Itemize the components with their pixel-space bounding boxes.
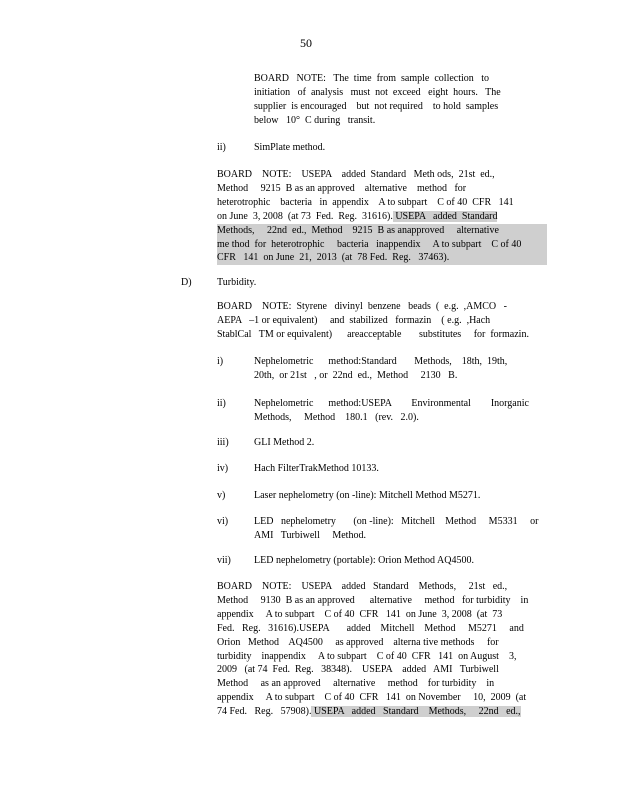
item-label: vii) — [217, 555, 231, 566]
note-line: Method 9215 B as an approved alternative method for — [217, 182, 467, 194]
note-line: Method as an approved alternative method for turbidity in — [217, 678, 495, 690]
note-line: BOARD NOTE: USEPA added Standard Meth ods, 21st ed., — [217, 169, 495, 180]
item-simplate-method: SimPlate method. — [254, 142, 326, 153]
section-title-turbidity: Turbidity. — [217, 277, 257, 288]
note-line: below 10° C during transit. — [254, 114, 376, 126]
highlighted-insertion: USEPA added Standard Methods, 22nd ed., — [311, 706, 521, 718]
note-text: on June 3, 2008 (at 73 Fed. Reg. 31616). — [217, 210, 393, 222]
board-note-heterotrophic — [217, 168, 547, 265]
item-label: iv) — [217, 463, 229, 474]
method-line: Nephelometric method:Standard Methods, 18th, 19th, — [254, 356, 508, 367]
note-line: initiation of analysis must not exceed eight hours. The — [254, 86, 501, 98]
highlighted-insertion: me thod for heterotrophic bacteria inappendix A to subpart C of 40 — [217, 238, 547, 252]
method-item — [254, 515, 539, 543]
item-label: iii) — [217, 437, 229, 448]
method-line: Methods, Method 180.1 (rev. 2.0). — [254, 411, 419, 423]
note-line — [217, 210, 547, 224]
board-note-sample-time — [254, 72, 519, 128]
item-label: v) — [217, 490, 226, 501]
item-label: i) — [217, 356, 224, 367]
method-line: LED nephelometry (on -line): Mitchell Method M5331 or — [254, 516, 539, 527]
highlighted-insertion: USEPA added Standard — [392, 210, 498, 222]
page-number: 50 — [300, 36, 312, 50]
note-text: 74 Fed. Reg. 57908). — [217, 706, 312, 718]
method-line: Nephelometric method:USEPA Environmental Inorganic — [254, 398, 529, 409]
item-label: ii) — [217, 398, 226, 409]
note-line: appendix A to subpart C of 40 CFR 141 on November 10, 2009 (at — [217, 692, 527, 704]
highlighted-insertion: CFR 141 on June 21, 2013 (at 78 Fed. Reg. 37463). — [217, 251, 547, 265]
note-line: AEPA –1 or equivalent) and stabilized formazin ( e.g. ,Hach — [217, 314, 491, 326]
method-item: Hach FilterTrakMethod 10133. — [254, 463, 379, 474]
note-line: BOARD NOTE: The time from sample collection to — [254, 73, 490, 84]
board-note-turbidity-methods — [217, 580, 542, 719]
note-line — [217, 705, 542, 719]
note-line: Method 9130 B as an approved alternative method for turbidity in — [217, 594, 529, 606]
method-line: AMI Turbiwell Method. — [254, 529, 366, 541]
note-line: turbidity inappendix A to subpart C of 40 CFR 141 on August 3, — [217, 650, 517, 662]
note-line: BOARD NOTE: Styrene divinyl benzene beads ( e.g. ,AMCO - — [217, 301, 507, 312]
highlighted-insertion: Methods, 22nd ed., Method 9215 B as anapproved alternative — [217, 224, 547, 238]
method-item: LED nephelometry (portable): Orion Method AQ4500. — [254, 555, 474, 566]
note-line: heterotrophic bacteria in appendix A to subpart C of 40 CFR 141 — [217, 196, 514, 208]
note-line: Fed. Reg. 31616).USEPA added Mitchell Method M5271 and — [217, 622, 524, 634]
note-line: appendix A to subpart C of 40 CFR 141 on June 3, 2008 (at 73 — [217, 608, 503, 620]
note-line: BOARD NOTE: USEPA added Standard Methods, 21st ed., — [217, 581, 508, 592]
board-note-standards — [217, 300, 537, 342]
method-item — [254, 355, 524, 383]
method-item — [254, 397, 529, 425]
item-label: vi) — [217, 516, 229, 527]
note-line: Orion Method AQ4500 as approved alterna tive methods for — [217, 636, 499, 648]
note-line: StablCal TM or equivalent) areacceptable substitutes for formazin. — [217, 328, 529, 340]
note-line: supplier is encouraged but not required to hold samples — [254, 100, 499, 112]
method-line: 20th, or 21st , or 22nd ed., Method 2130 B. — [254, 369, 458, 381]
item-label: ii) — [217, 142, 226, 153]
method-item: Laser nephelometry (on -line): Mitchell Method M5271. — [254, 490, 481, 501]
note-line: 2009 (at 74 Fed. Reg. 38348). USEPA added AMI Turbiwell — [217, 664, 499, 676]
section-label: D) — [181, 277, 192, 288]
method-item: GLI Method 2. — [254, 437, 315, 448]
